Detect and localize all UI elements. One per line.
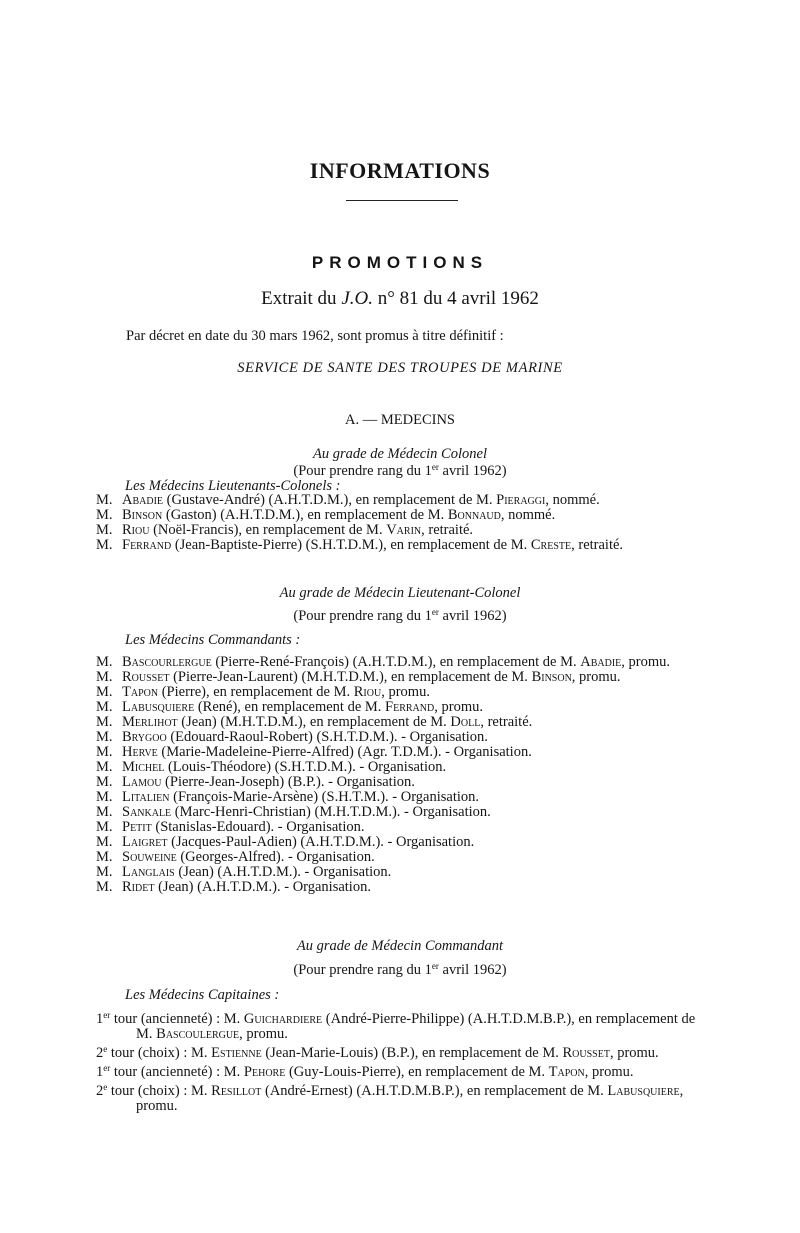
item-prefix: M. — [96, 684, 113, 700]
item-text: (Marie-Madeleine-Pierre-Alfred) (Agr. T.D.M.). - Organisation. — [157, 744, 532, 760]
item-tail: , promu. — [434, 699, 483, 715]
item-prefix: M. — [96, 699, 113, 715]
officer-name: Litalien — [122, 789, 170, 805]
officer-name: Ferrand — [122, 537, 172, 553]
item-text: (Marc-Henri-Christian) (M.H.T.D.M.). - Organisation. — [171, 804, 491, 820]
item-text: (Louis-Théodore) (S.H.T.D.M.). - Organisation. — [164, 759, 447, 775]
rank-text: avril 1962) — [438, 463, 507, 479]
officer-name: Souweine — [122, 849, 177, 865]
item-prefix: M. — [96, 849, 113, 865]
list-item — [96, 865, 706, 880]
officer-name: Resillot — [211, 1083, 262, 1099]
item-prefix: M. — [96, 834, 113, 850]
item-text: (Jean) (A.H.T.D.M.). - Organisation. — [154, 879, 371, 895]
list-item — [96, 538, 706, 553]
list-item — [96, 760, 706, 775]
tour-sup: er — [103, 1063, 111, 1073]
rank-text: (Pour prendre rang du 1 — [293, 608, 432, 624]
item-tail: , retraité. — [571, 537, 624, 553]
list-item — [96, 730, 706, 745]
item-tail: , retraité. — [480, 714, 533, 730]
item-prefix: M. — [96, 537, 113, 553]
item-prefix: M. — [96, 669, 113, 685]
list-lieutenant-colonels — [96, 655, 706, 895]
section-medecins: A. — MEDECINS — [345, 412, 455, 428]
item-text: (Gaston) (A.H.T.D.M.), en remplacement de M. — [162, 507, 448, 523]
officer-name: Labusquiere — [122, 699, 195, 715]
item-text: tour (choix) : M. — [107, 1045, 212, 1061]
replaced-name: Bascoulergue — [156, 1026, 240, 1042]
rank-text: avril 1962) — [438, 962, 507, 978]
replaced-name: Varin — [386, 522, 422, 538]
item-prefix: M. — [96, 729, 113, 745]
list-item — [96, 745, 706, 760]
group-capitaines: Les Médecins Capitaines : — [125, 987, 280, 1003]
tour-number: 1 — [96, 1064, 104, 1080]
replaced-name: Abadie — [580, 654, 622, 670]
item-prefix: M. — [96, 819, 113, 835]
tour-sup: e — [103, 1044, 108, 1054]
rank-text: (Pour prendre rang du 1 — [293, 962, 432, 978]
list-item — [96, 775, 706, 790]
item-tail: , promu. — [136, 1083, 684, 1114]
officer-name: Estienne — [211, 1045, 262, 1061]
item-prefix: M. — [96, 804, 113, 820]
list-item — [96, 655, 706, 670]
item-prefix: M. — [96, 654, 113, 670]
item-tail: , nommé. — [500, 507, 556, 523]
officer-name: Rousset — [122, 669, 170, 685]
item-text: (Pierre-Jean-Laurent) (M.H.T.D.M.), en remplacement de M. — [169, 669, 532, 685]
item-prefix: M. — [96, 774, 113, 790]
list-item — [96, 1008, 706, 1042]
item-text: (François-Marie-Arsène) (S.H.T.M.). - Organisation. — [169, 789, 480, 805]
officer-name: Langlais — [122, 864, 175, 880]
page-title: INFORMATIONS — [309, 158, 491, 183]
list-item — [96, 670, 706, 685]
item-tail: , retraité. — [421, 522, 474, 538]
list-item — [96, 715, 706, 730]
replaced-name: Riou — [353, 684, 382, 700]
rank-sup: er — [431, 607, 439, 617]
item-text: (Noël-Francis), en remplacement de M. — [149, 522, 387, 538]
item-prefix: M. — [96, 507, 113, 523]
item-text: (André-Ernest) (A.H.T.D.M.B.P.), en remplacement de M. — [261, 1083, 608, 1099]
list-item — [96, 835, 706, 850]
list-item — [96, 523, 706, 538]
rank-text: (Pour prendre rang du 1 — [293, 463, 432, 479]
grade-commandant: Au grade de Médecin Commandant — [296, 938, 504, 954]
item-tail: , promu. — [609, 1045, 659, 1061]
section-heading: PROMOTIONS — [311, 253, 489, 272]
extract-journal: J.O. — [341, 288, 373, 309]
item-text: (Jean-Marie-Louis) (B.P.), en remplacement de M. — [261, 1045, 563, 1061]
replaced-name: Tapon — [548, 1064, 585, 1080]
officer-name: Herve — [122, 744, 158, 760]
extract-prefix: Extrait du — [261, 288, 342, 309]
list-item — [96, 790, 706, 805]
tour-sup: er — [103, 1010, 111, 1020]
group-commandants: Les Médecins Commandants : — [125, 632, 301, 648]
item-text: (Jean) (A.H.T.D.M.). - Organisation. — [174, 864, 392, 880]
replaced-name: Labusquiere — [607, 1083, 680, 1099]
item-tail: , promu. — [584, 1064, 634, 1080]
tour-sup: e — [103, 1082, 108, 1092]
officer-name: Tapon — [122, 684, 159, 700]
officer-name: Ridet — [122, 879, 155, 895]
replaced-name: Ferrand — [385, 699, 435, 715]
replaced-name: Doll — [450, 714, 481, 730]
list-item — [96, 508, 706, 523]
decree-line: Par décret en date du 30 mars 1962, sont promus à titre définitif : — [126, 328, 504, 344]
tour-number: 1 — [96, 1011, 104, 1027]
item-text: (René), en remplacement de M. — [194, 699, 386, 715]
officer-name: Laigret — [122, 834, 168, 850]
officer-name: Lamou — [122, 774, 162, 790]
item-prefix: M. — [96, 744, 113, 760]
officer-name: Pehore — [243, 1064, 286, 1080]
item-text: (Jean) (M.H.T.D.M.), en remplacement de M. — [177, 714, 451, 730]
list-item — [96, 1042, 706, 1061]
replaced-name: Pieraggi — [496, 492, 546, 508]
officer-name: Abadie — [122, 492, 164, 508]
group-lieutenants-colonels: Les Médecins Lieutenants-Colonels : — [125, 478, 341, 494]
item-text: tour (choix) : M. — [107, 1083, 212, 1099]
rank-date-2 — [0, 607, 800, 625]
item-prefix: M. — [96, 759, 113, 775]
officer-name: Merlihot — [122, 714, 178, 730]
service-name: SERVICE DE SANTE DES TROUPES DE MARINE — [237, 360, 563, 376]
item-tail: , promu. — [571, 669, 621, 685]
item-text: (Georges-Alfred). - Organisation. — [176, 849, 375, 865]
item-tail: , promu. — [621, 654, 670, 670]
tour-number: 2 — [96, 1083, 104, 1099]
officer-name: Brygoo — [122, 729, 167, 745]
item-text: (Gustave-André) (A.H.T.D.M.), en remplacement de M. — [163, 492, 497, 508]
rank-sup: er — [431, 462, 439, 472]
grade-colonel: Au grade de Médecin Colonel — [313, 446, 487, 462]
officer-name: Sankale — [122, 804, 172, 820]
item-prefix: M. — [96, 879, 113, 895]
extract-suffix: n° 81 du 4 avril 1962 — [372, 288, 539, 309]
officer-name: Petit — [122, 819, 152, 835]
rank-date-1 — [0, 462, 800, 480]
list-item — [96, 880, 706, 895]
officer-name: Binson — [122, 507, 163, 523]
list-item — [96, 685, 706, 700]
item-tail: , promu. — [381, 684, 430, 700]
item-text: tour (ancienneté) : M. — [110, 1011, 244, 1027]
list-colonels — [96, 493, 706, 553]
item-prefix: M. — [96, 522, 113, 538]
list-item — [96, 493, 706, 508]
item-prefix: M. — [96, 789, 113, 805]
officer-name: Riou — [122, 522, 150, 538]
item-text: (Pierre-Jean-Joseph) (B.P.). - Organisation. — [161, 774, 415, 790]
list-item — [96, 850, 706, 865]
item-text: (Pierre), en remplacement de M. — [158, 684, 354, 700]
item-prefix: M. — [96, 864, 113, 880]
item-text: (Jacques-Paul-Adien) (A.H.T.D.M.). - Organisation. — [167, 834, 475, 850]
rank-text: avril 1962) — [438, 608, 507, 624]
grade-lieutenant-colonel: Au grade de Médecin Lieutenant-Colonel — [279, 585, 521, 601]
source-extract — [0, 288, 800, 310]
list-commandants — [96, 1008, 706, 1114]
list-item — [96, 820, 706, 835]
rank-sup: er — [431, 961, 439, 971]
item-text: (Guy-Louis-Pierre), en remplacement de M. — [285, 1064, 549, 1080]
list-item — [96, 700, 706, 715]
officer-name: Bascourlergue — [122, 654, 212, 670]
replaced-name: Binson — [531, 669, 572, 685]
item-tail: , promu. — [239, 1026, 288, 1042]
item-prefix: M. — [96, 492, 113, 508]
list-item — [96, 1080, 706, 1114]
replaced-name: Bonnaud — [447, 507, 501, 523]
item-text: (Pierre-René-François) (A.H.T.D.M.), en remplacement de M. — [211, 654, 581, 670]
title-underline — [346, 200, 458, 201]
item-text: (André-Pierre-Philippe) (A.H.T.D.M.B.P.), en remplacement de M. — [136, 1011, 696, 1042]
item-tail: , nommé. — [545, 492, 600, 508]
officer-name: Guichardiere — [243, 1011, 323, 1027]
officer-name: Michel — [122, 759, 165, 775]
item-prefix: M. — [96, 714, 113, 730]
replaced-name: Creste — [530, 537, 572, 553]
item-text: (Edouard-Raoul-Robert) (S.H.T.D.M.). - Organisation. — [166, 729, 488, 745]
rank-date-3 — [0, 961, 800, 979]
tour-number: 2 — [96, 1045, 104, 1061]
item-text: (Stanislas-Edouard). - Organisation. — [151, 819, 365, 835]
item-text: (Jean-Baptiste-Pierre) (S.H.T.D.M.), en remplacement de M. — [171, 537, 531, 553]
list-item — [96, 805, 706, 820]
replaced-name: Rousset — [562, 1045, 610, 1061]
list-item — [96, 1061, 706, 1080]
item-text: tour (ancienneté) : M. — [110, 1064, 244, 1080]
